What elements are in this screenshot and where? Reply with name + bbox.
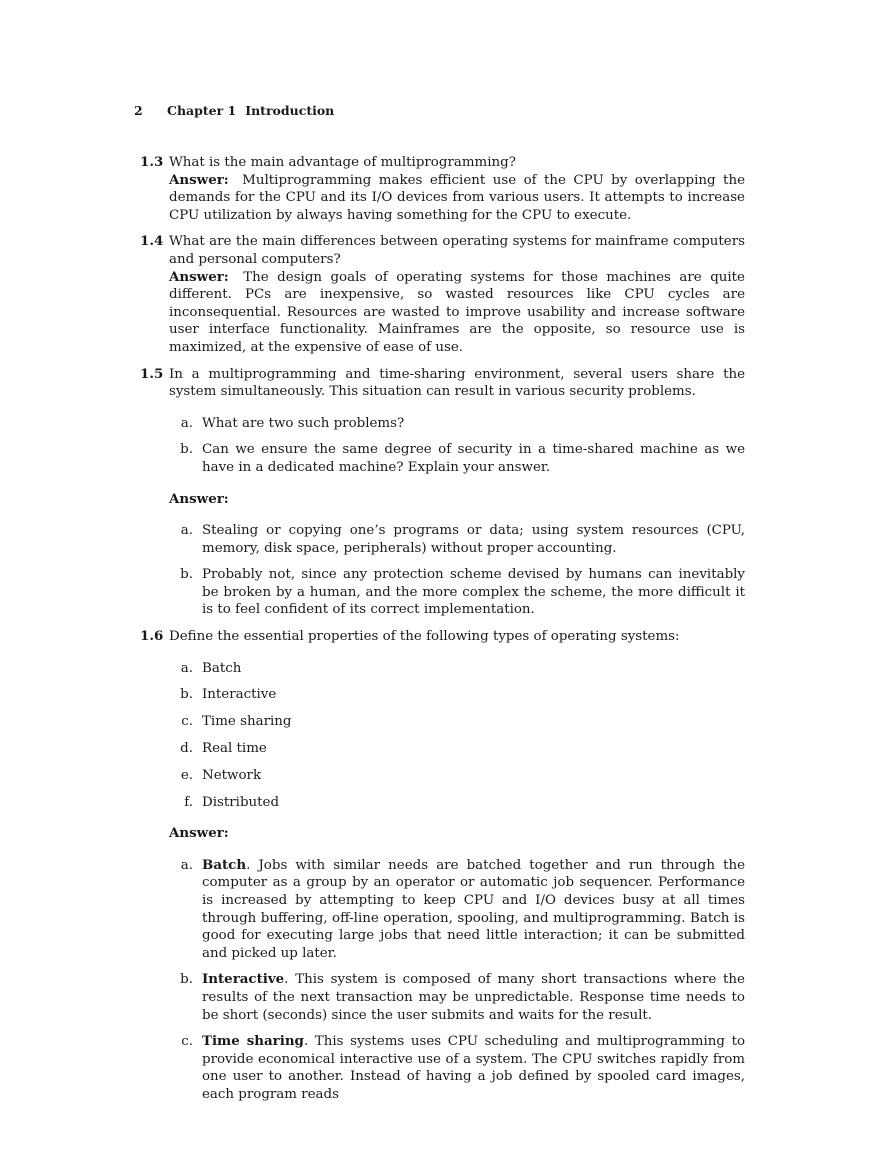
exercise-number: 1.3 (140, 154, 164, 170)
term: Interactive (202, 971, 285, 988)
answer-text: Multiprogramming makes efficient use of the CPU by overlapping the demands for the CPU and its I/O devices from various users. It attempts to increase CPU utilization by always having something for the CPU to execute. (169, 172, 745, 223)
answer-label: Answer: (169, 171, 229, 188)
question-list (169, 415, 745, 477)
exercise-question: Define the essential properties of the following types of operating systems: (169, 629, 680, 645)
exercise-number: 1.5 (140, 365, 164, 382)
exercise-question: In a multiprogramming and time-sharing environment, several users share the system simultaneously. This situation can result in various security problems. (169, 366, 745, 400)
list-item: a. Batch. Jobs with similar needs are batched together and run through the computer as a group by an operator or automatic job sequencer. Performance is increased by attempting to keep CPU and I/O devices busy at all times through buffering, off-line operation, spooling, and multiprogramming. Batch is good for executing large jobs that need little interaction; it can be submitted and picked up later. (180, 856, 745, 961)
answer-label: Answer: (169, 490, 229, 507)
term: Time sharing (202, 1033, 304, 1050)
exercise-1-5 (140, 365, 745, 620)
answer-list (169, 522, 745, 619)
exercise-1-3 (140, 154, 745, 224)
exercise-number: 1.4 (140, 233, 164, 250)
exercise-answer (169, 269, 745, 357)
list-item: a. Batch (180, 660, 242, 676)
chapter-label: Chapter 1 (167, 103, 237, 118)
exercise-1-4 (140, 233, 745, 356)
list-item: c. Time sharing (181, 714, 292, 730)
question-list (169, 660, 745, 812)
list-item: a. What are two such problems? (180, 415, 405, 431)
answer-list (169, 857, 745, 1104)
exercise-number: 1.6 (140, 628, 164, 645)
answer-text: The design goals of operating systems for those machines are quite different. PCs are inexpensive, so wasted resources like CPU cycles are inconsequential. Resources are wasted to improve usability and increase software user interface functionality. Mainframes are the opposite, so resource use is maximized, at the expensive of ease of use. (169, 269, 745, 355)
exercise-1-6 (140, 628, 746, 1103)
exercise-question: What is the main advantage of multiprogramming? (169, 155, 516, 170)
list-item: f. Distributed (184, 794, 280, 810)
list-item: b. Interactive. This system is composed of many short transactions where the results of the next transaction may be unpredictable. Response time needs to be short (seconds) since the user submits and waits for the result. (180, 971, 745, 1023)
term: Batch (202, 856, 247, 873)
exercise-answer (169, 172, 745, 225)
list-item: b. Interactive (180, 687, 277, 703)
list-item: d. Real time (180, 741, 267, 756)
running-head (134, 103, 334, 118)
list-item: b. Can we ensure the same degree of security in a time-shared machine as we have in a dedicated machine? Explain your answer. (180, 442, 745, 475)
answer-label: Answer: (169, 825, 229, 842)
list-item: a. Stealing or copying one’s programs or data; using system resources (CPU, memory, disk space, peripherals) without proper accounting. (180, 523, 745, 556)
list-item: e. Network (180, 767, 262, 783)
page-number: 2 (134, 103, 143, 118)
exercise-question: What are the main differences between operating systems for mainframe computers and personal computers? (169, 234, 745, 267)
answer-label: Answer: (169, 268, 229, 285)
list-item: c. Time sharing. This systems uses CPU scheduling and multiprogramming to provide economical interactive use of a system. The CPU switches rapidly from one user to another. Instead of having a job defined by spooled card images, each program reads (181, 1033, 746, 1102)
chapter-title: Introduction (245, 103, 335, 118)
page-content (140, 154, 746, 1112)
list-item: b. Probably not, since any protection scheme devised by humans can inevitably be broken by a human, and the more complex the scheme, the more difficult it is to feel confident of its correct implementation. (180, 567, 745, 618)
